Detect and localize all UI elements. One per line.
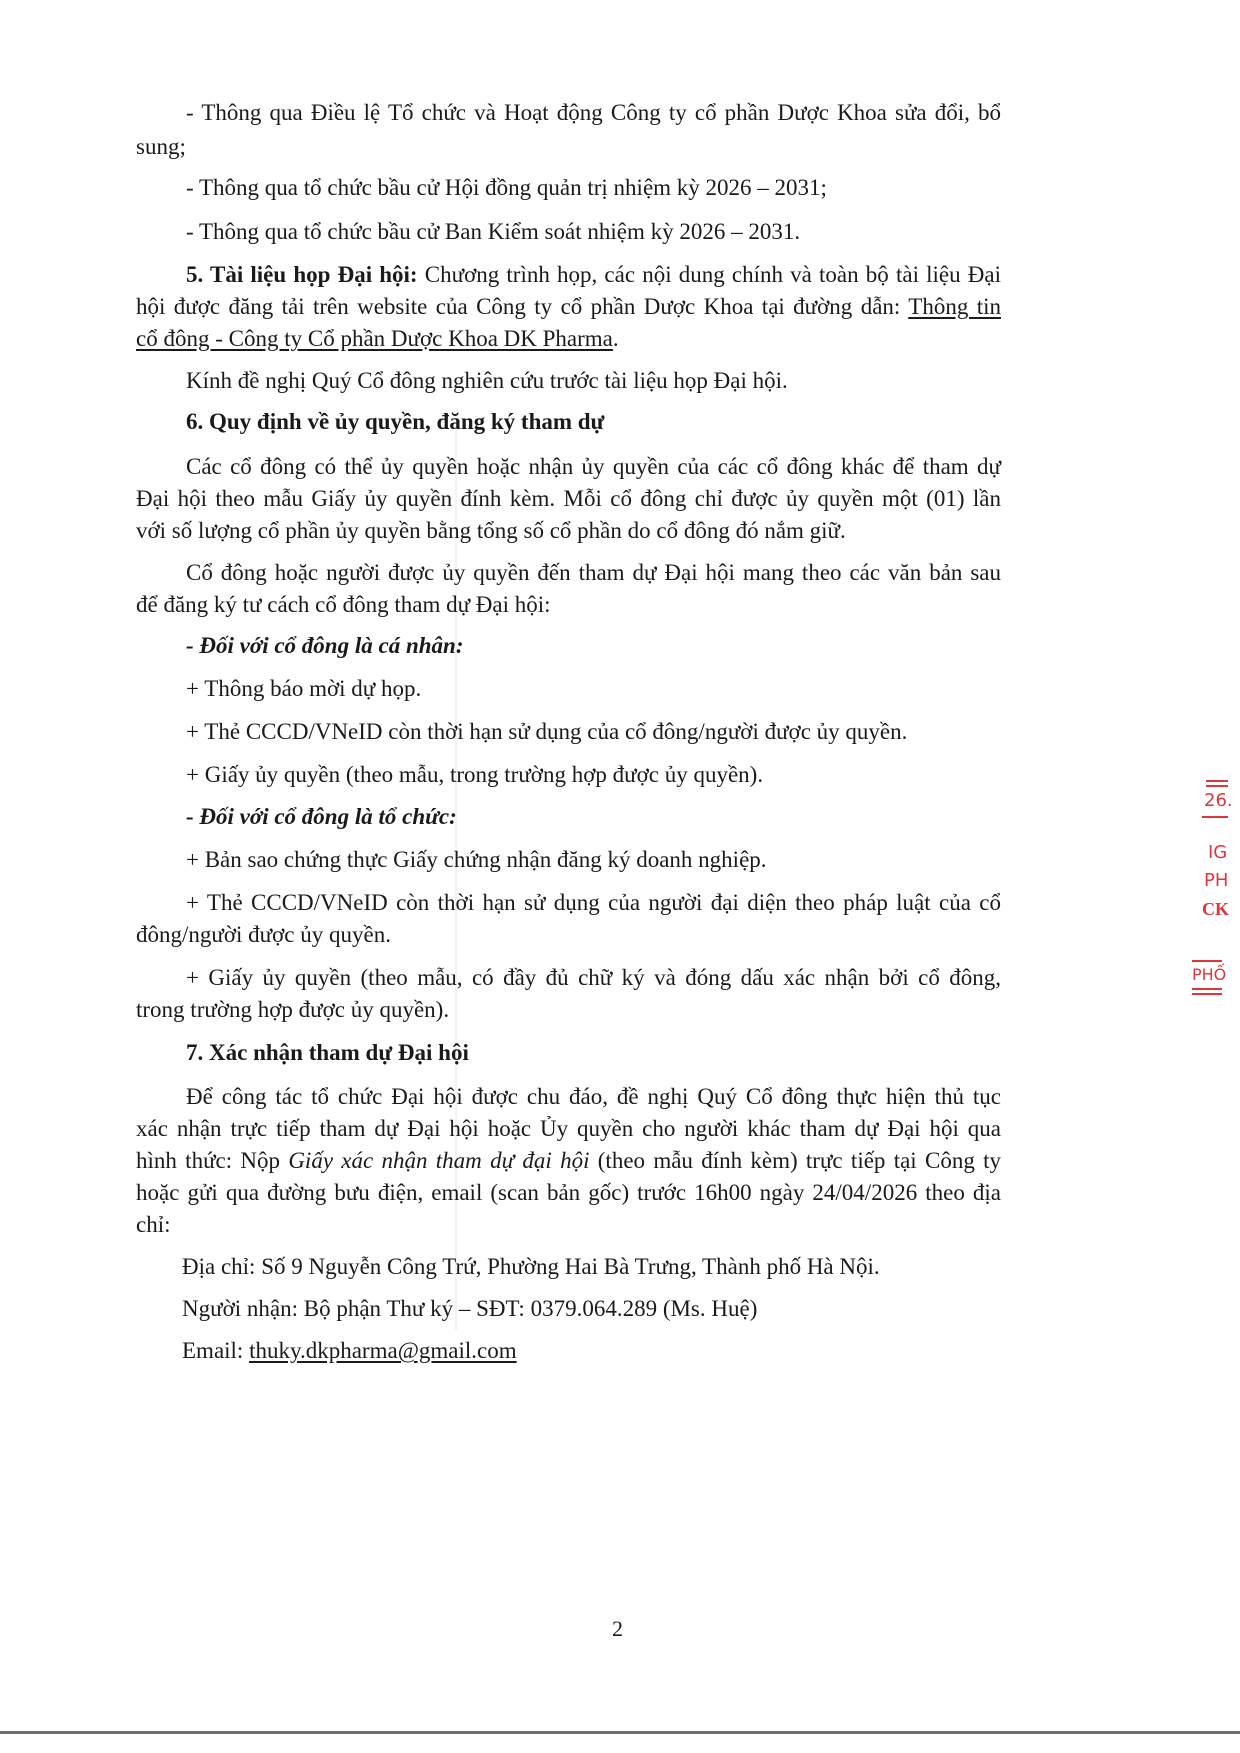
stamp-text-4: PHỐ [1192,965,1227,984]
section7-line5: chỉ: [136,1212,171,1237]
bullet-charter: - Thông qua Điều lệ Tổ chức và Hoạt động Công ty cổ phần Dược Khoa sửa đổi, bổ [186,100,1001,125]
stamp-text-3: CK [1202,899,1229,919]
period: . [612,326,619,351]
section6-para2-line1: Cổ đông hoặc người được ủy quyền đến tham dự Đại hội mang theo các văn bản sau [186,560,1001,585]
page-number: 2 [612,1616,623,1641]
email-link[interactable]: thuky.dkpharma@gmail.com [249,1338,517,1363]
section7-text: hình thức: Nộp [136,1148,289,1173]
stamp-text-2: PH [1204,870,1229,891]
organization-item-proxy: + Giấy ủy quyền (theo mẫu, có đầy đủ chữ ký và đóng dấu xác nhận bởi cổ đông, [186,965,1001,990]
individual-item-proxy: + Giấy ủy quyền (theo mẫu, trong trường hợp được ủy quyền). [186,762,764,787]
individual-item-invitation: + Thông báo mời dự họp. [186,676,422,701]
contact-address: Địa chỉ: Số 9 Nguyễn Công Trứ, Phường Hai Bà Trưng, Thành phố Hà Nội. [182,1254,880,1279]
shareholder-info-link[interactable]: Thông tin [908,294,1001,319]
section5-note: Kính đề nghị Quý Cổ đông nghiên cứu trước tài liệu họp Đại hội. [186,368,788,393]
bottom-divider [0,1731,1240,1734]
stamp-text-1: IG [1208,842,1228,863]
contact-recipient: Người nhận: Bộ phận Thư ký – SĐT: 0379.064.289 (Ms. Huệ) [182,1296,758,1321]
section6-para2-line2: để đăng ký tư cách cổ đông tham dự Đại hội: [136,592,551,617]
section5-heading: 5. Tài liệu họp Đại hội: [186,262,418,287]
organization-item-id-card-cont: đông/người được ủy quyền. [136,922,391,947]
section5-text: Chương trình họp, các nội dung chính và toàn bộ tài liệu Đại [417,262,1001,287]
organization-heading: - Đối với cổ đông là tổ chức: [186,804,457,829]
section5-text-2: hội được đăng tải trên website của Công ty cổ phần Dược Khoa tại đường dẫn: [136,294,909,319]
section6-heading: 6. Quy định về ủy quyền, đăng ký tham dự [186,409,605,434]
email-label: Email: [182,1338,250,1363]
section6-para1-line3: với số lượng cổ phần ủy quyền bằng tổng số cổ phần do cổ đông đó nắm giữ. [136,518,846,543]
section7-line1: Để công tác tổ chức Đại hội được chu đáo, đề nghị Quý Cổ đông thực hiện thủ tục [186,1084,1001,1109]
stamp-fragment-middle [1196,842,1240,942]
individual-item-id-card: + Thẻ CCCD/VNeID còn thời hạn sử dụng của cổ đông/người được ủy quyền. [186,719,908,744]
bullet-board-election: - Thông qua tổ chức bầu cử Hội đồng quản trị nhiệm kỳ 2026 – 2031; [186,175,827,200]
section7-line3 [136,1144,1001,1177]
organization-item-proxy-cont: trong trường hợp được ủy quyền). [136,997,450,1022]
contact-email-row [182,1334,517,1367]
organization-item-certificate: + Bản sao chứng thực Giấy chứng nhận đăng ký doanh nghiệp. [186,847,767,872]
section6-para1-line2: Đại hội theo mẫu Giấy ủy quyền đính kèm. Mỗi cổ đông chỉ được ủy quyền một (01) lần [136,486,1001,511]
organization-item-id-card: + Thẻ CCCD/VNeID còn thời hạn sử dụng của người đại diện theo pháp luật của cổ [186,890,1001,915]
bullet-charter-cont: sung; [136,134,186,159]
stamp-fragment-top [1196,780,1236,830]
stamp-text-date: 26. [1204,790,1233,811]
section5-line1 [186,258,1001,291]
individual-heading: - Đối với cổ đông là cá nhân: [186,633,464,658]
confirmation-form-title: Giấy xác nhận tham dự đại hội [288,1148,590,1173]
section5-line3 [136,322,619,355]
bullet-supervisory-election: - Thông qua tổ chức bầu cử Ban Kiểm soát nhiệm kỳ 2026 – 2031. [186,219,801,244]
stamp-fragment-bottom [1190,960,1240,1000]
section7-heading: 7. Xác nhận tham dự Đại hội [186,1040,469,1065]
shareholder-info-link-cont[interactable]: cổ đông - Công ty Cổ phần Dược Khoa DK Pharma [136,326,613,351]
section7-line2: xác nhận trực tiếp tham dự Đại hội hoặc Ủy quyền cho người khác tham dự Đại hội qua [136,1116,1001,1141]
section6-para1-line1: Các cổ đông có thể ủy quyền hoặc nhận ủy quyền của các cổ đông khác để tham dự [186,454,1001,479]
section7-line4: hoặc gửi qua đường bưu điện, email (scan bản gốc) trước 16h00 ngày 24/04/2026 theo địa [136,1180,1001,1205]
section5-line2 [136,290,1001,323]
section7-text-2: (theo mẫu đính kèm) trực tiếp tại Công ty [589,1148,1001,1173]
